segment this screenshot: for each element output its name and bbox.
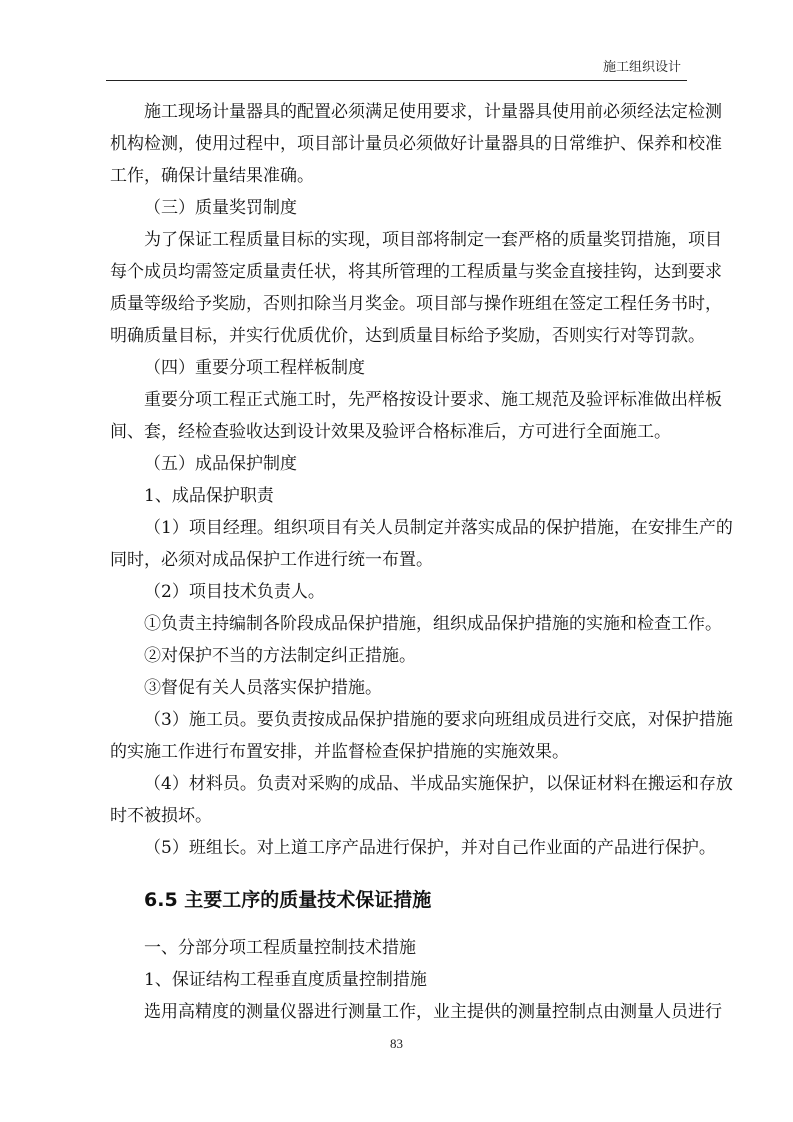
list-heading: 1、成品保护职责 xyxy=(144,486,274,506)
document-body xyxy=(110,96,733,1028)
header-title: 施工组织设计 xyxy=(602,60,681,75)
paragraph-line: 选用高精度的测量仪器进行测量工作，业主提供的测量控制点由测量人员进行 xyxy=(144,1002,722,1022)
paragraph-line: 每个成员均需签定质量责任状，将其所管理的工程质量与奖金直接挂钩，达到要求 xyxy=(110,262,722,282)
paragraph-line: 质量等级给予奖励，否则扣除当月奖金。项目部与操作班组在签定工程任务书时， xyxy=(110,294,722,314)
subsection-heading: （三）质量奖罚制度 xyxy=(144,198,297,218)
paragraph-line: 机构检测，使用过程中，项目部计量员必须做好计量器具的日常维护、保养和校准 xyxy=(110,134,722,154)
paragraph-line: 间、套，经检查验收达到设计效果及验评合格标准后，方可进行全面施工。 xyxy=(110,422,671,442)
paragraph-line: 施工现场计量器具的配置必须满足使用要求，计量器具使用前必须经法定检测 xyxy=(144,102,722,122)
list-item: ②对保护不当的方法制定纠正措施。 xyxy=(144,646,416,666)
list-item: ③督促有关人员落实保护措施。 xyxy=(144,678,382,698)
subsection-heading: （四）重要分项工程样板制度 xyxy=(144,358,365,378)
paragraph-line: （5）班组长。对上道工序产品进行保护，并对自己作业面的产品进行保护。 xyxy=(144,838,716,858)
paragraph-line: （3）施工员。要负责按成品保护措施的要求向班组成员进行交底，对保护措施 xyxy=(144,710,733,730)
page-header xyxy=(106,56,687,81)
subsection-heading: （五）成品保护制度 xyxy=(144,454,297,474)
paragraph-line: 工作，确保计量结果准确。 xyxy=(110,166,314,186)
list-item: （2）项目技术负责人。 xyxy=(144,582,325,602)
section-heading: 6.5 主要工序的质量技术保证措施 xyxy=(144,889,432,911)
list-heading: 1、保证结构工程垂直度质量控制措施 xyxy=(144,970,427,990)
paragraph-line: 同时，必须对成品保护工作进行统一布置。 xyxy=(110,550,433,570)
page-number: 83 xyxy=(390,1036,403,1051)
subsection-heading: 一、分部分项工程质量控制技术措施 xyxy=(144,938,416,958)
list-item: ①负责主持编制各阶段成品保护措施，组织成品保护措施的实施和检查工作。 xyxy=(144,614,722,634)
paragraph-line: 的实施工作进行布置安排，并监督检查保护措施的实施效果。 xyxy=(110,742,569,762)
paragraph-line: 明确质量目标，并实行优质优价，达到质量目标给予奖励，否则实行对等罚款。 xyxy=(110,326,705,346)
paragraph-line: （1）项目经理。组织项目有关人员制定并落实成品的保护措施，在安排生产的 xyxy=(144,518,733,538)
paragraph-line: 重要分项工程正式施工时，先严格按设计要求、施工规范及验评标准做出样板 xyxy=(144,390,722,410)
paragraph-line: （4）材料员。负责对采购的成品、半成品实施保护，以保证材料在搬运和存放 xyxy=(144,774,733,794)
paragraph-line: 为了保证工程质量目标的实现，项目部将制定一套严格的质量奖罚措施，项目 xyxy=(144,230,722,250)
paragraph-line: 时不被损坏。 xyxy=(110,806,212,826)
